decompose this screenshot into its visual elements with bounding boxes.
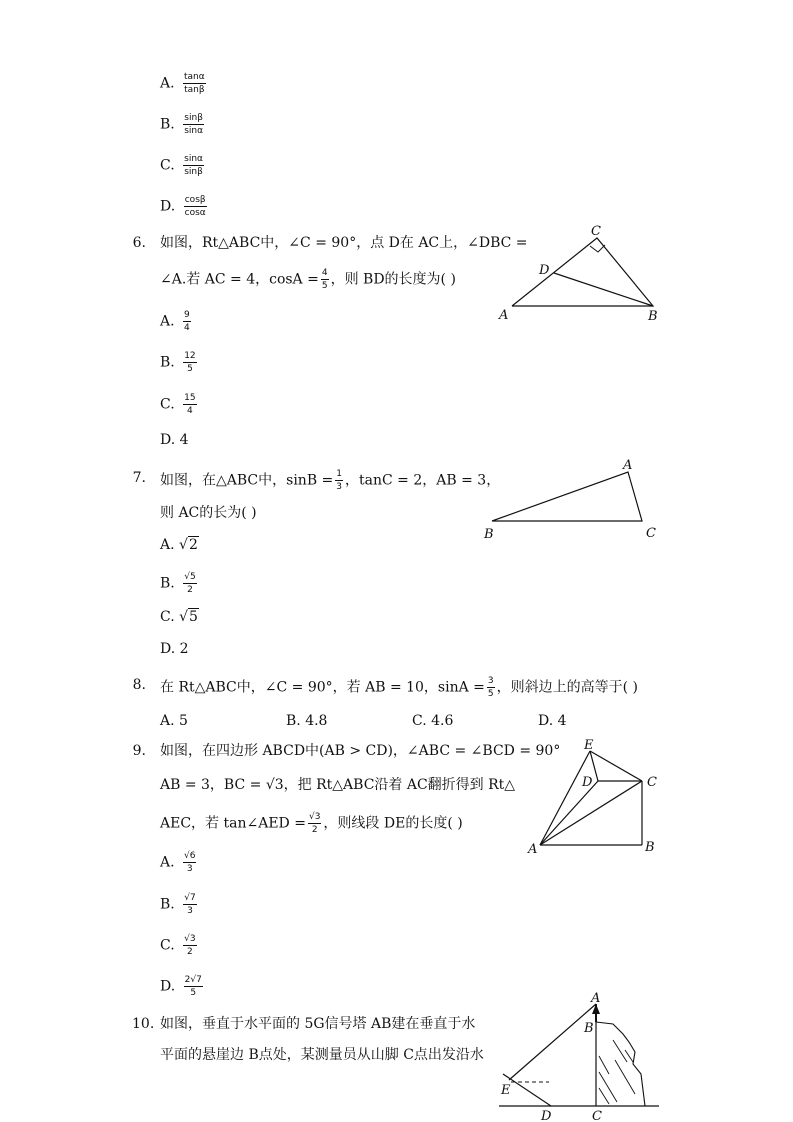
q8-line1: 在 Rt△ABC中，∠C = 90°，若 AB = 10，sinA = $\frac{3}{5}$ ，则斜边上的高等于( ) bbox=[160, 676, 639, 699]
q9-segment-ac bbox=[540, 781, 642, 845]
q10-sightline-ea bbox=[509, 1004, 596, 1080]
q9-option-c: C. $\frac{√3}{2}$ bbox=[160, 934, 196, 957]
q7-figure bbox=[480, 455, 665, 545]
q9-label-d: D bbox=[582, 775, 593, 790]
q7-number: 7. bbox=[132, 470, 146, 486]
q9-segment-ec bbox=[590, 751, 642, 781]
q8-option-a: A. 5 bbox=[160, 713, 188, 729]
q5-option-a: A. $\frac{\tan\alpha}{\tan\beta}$ bbox=[160, 72, 205, 95]
q9-label-b: B bbox=[645, 840, 655, 855]
q10-label-a: A bbox=[591, 991, 601, 1006]
q7-label-a: A bbox=[623, 458, 633, 473]
q10-label-b: B bbox=[584, 1021, 594, 1036]
q6-option-b: B. $\frac{12}{5}$ bbox=[160, 351, 196, 374]
q8-option-b: B. 4.8 bbox=[286, 713, 328, 729]
q9-option-d: D. $\frac{2√7}{5}$ bbox=[160, 975, 202, 998]
q9-number: 9. bbox=[132, 743, 146, 759]
q6-option-a: A. $\frac{9}{4}$ bbox=[160, 310, 190, 333]
q8-option-d: D. 4 bbox=[538, 713, 567, 729]
q6-right-angle-mark bbox=[590, 245, 605, 252]
q6-label-a: A bbox=[499, 308, 509, 323]
q9-line2: AB = 3，BC = √3，把 Rt△ABC沿着 AC翻折得到 Rt△ bbox=[160, 777, 516, 793]
q6-segment-bd bbox=[554, 273, 653, 306]
q7-option-b: B. $\frac{√5}{2}$ bbox=[160, 572, 196, 595]
q6-option-c: C. $\frac{15}{4}$ bbox=[160, 393, 196, 416]
q5-option-c: C. $\frac{\sin\alpha}{\sin\beta}$ bbox=[160, 154, 203, 177]
q9-label-e: E bbox=[584, 738, 594, 753]
q9-option-b: B. $\frac{√7}{3}$ bbox=[160, 893, 196, 916]
q8-option-c: C. 4.6 bbox=[412, 713, 454, 729]
q10-label-d: D bbox=[541, 1109, 552, 1120]
q10-line2: 平面的悬崖边 B点处，某测量员从山脚 C点出发沿水 bbox=[160, 1047, 484, 1063]
q5-option-d: D. $\frac{\cos\beta}{\cos\alpha}$ bbox=[160, 195, 206, 218]
q6-line2: ∠A.若 AC = 4，cosA = $\frac{4}{5}$ ，则 BD的长度为( ) bbox=[160, 268, 456, 291]
q6-figure bbox=[495, 220, 670, 325]
q7-label-b: B bbox=[484, 527, 494, 542]
q5-option-b: B. $\frac{\sin\beta}{\sin\alpha}$ bbox=[160, 113, 204, 136]
q7-triangle bbox=[492, 472, 642, 521]
q6-line1: 如图，Rt△ABC中，∠C = 90°，点 D在 AC上，∠DBC = bbox=[160, 235, 528, 251]
q8-number: 8. bbox=[132, 677, 146, 693]
q7-line2: 则 AC的长为( ) bbox=[160, 505, 257, 521]
q10-line1: 如图，垂直于水平面的 5G信号塔 AB建在垂直于水 bbox=[160, 1016, 476, 1032]
q7-label-c: C bbox=[646, 526, 656, 541]
q10-label-c: C bbox=[592, 1109, 602, 1120]
q9-line1: 如图，在四边形 ABCD中(AB > CD)，∠ABC = ∠BCD = 90° bbox=[160, 743, 561, 759]
q7-option-a: A. √2 bbox=[160, 537, 198, 553]
q10-number: 10. bbox=[132, 1016, 155, 1032]
q6-label-b: B bbox=[648, 309, 658, 324]
q6-option-d: D. 4 bbox=[160, 432, 189, 448]
q6-number: 6. bbox=[132, 235, 146, 251]
q9-option-a: A. $\frac{√6}{3}$ bbox=[160, 851, 196, 874]
q9-label-c: C bbox=[647, 775, 657, 790]
q6-triangle bbox=[512, 238, 653, 306]
q6-label-c: C bbox=[591, 224, 601, 239]
q9-figure bbox=[520, 735, 670, 860]
q7-option-c: C. √5 bbox=[160, 609, 198, 625]
q10-label-e: E bbox=[501, 1083, 511, 1098]
q10-cliff-hatch bbox=[599, 1040, 635, 1104]
q9-label-a: A bbox=[528, 842, 538, 857]
q9-line3: AEC，若 tan∠AED = $\frac{√3}{2}$ ，则线段 DE的长度( ) bbox=[160, 812, 463, 835]
q10-figure bbox=[495, 990, 665, 1120]
q6-label-d: D bbox=[539, 263, 550, 278]
q7-line1: 如图，在△ABC中，sinB = $\frac{1}{3}$ ，tanC = 2，AB = 3， bbox=[160, 469, 501, 492]
q7-option-d: D. 2 bbox=[160, 641, 189, 657]
